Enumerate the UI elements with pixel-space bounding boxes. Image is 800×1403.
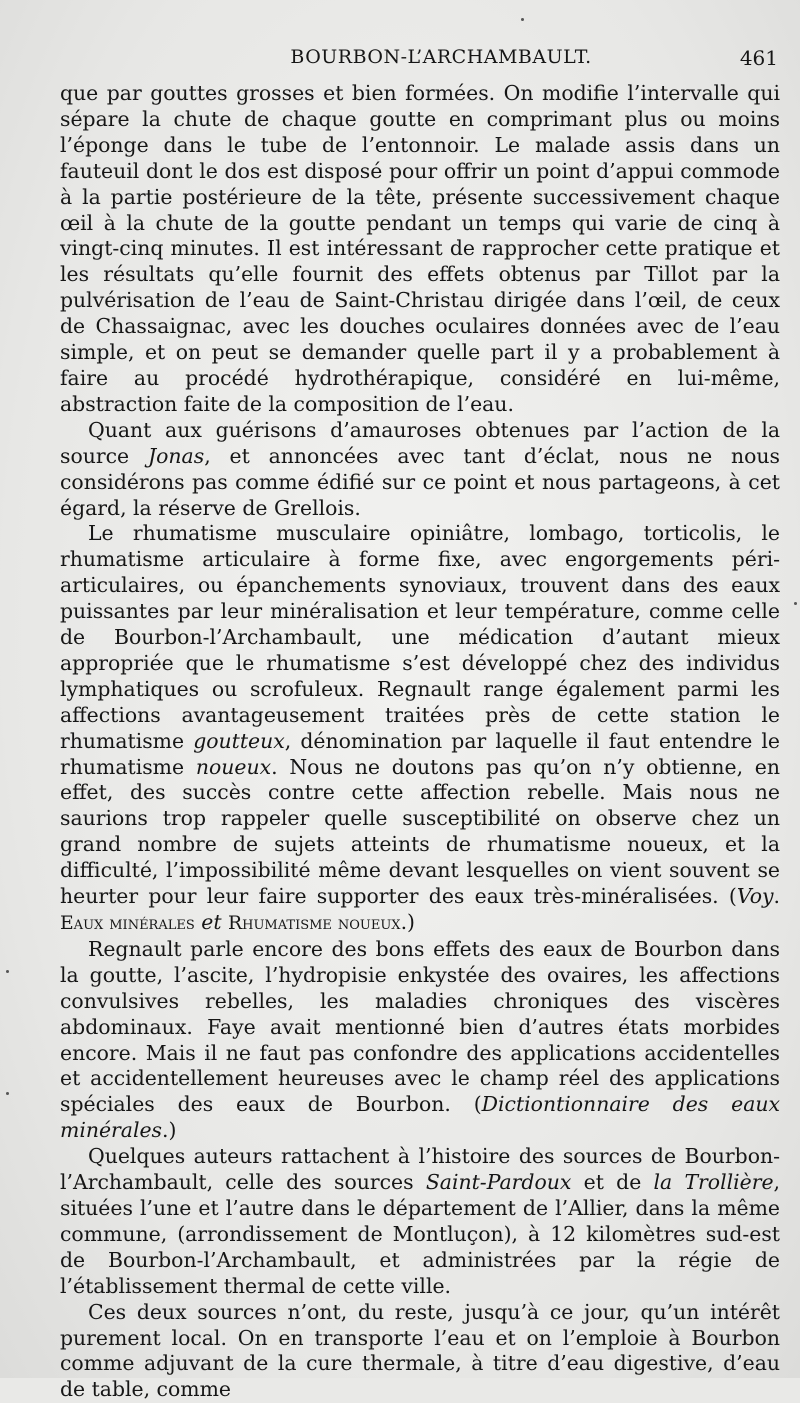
print-speck [6,970,9,973]
text-run: Regnault parle encore des bons effets des eaux de Bourbon dans la goutte, l’ascite, l’hydropisie enkystée des ovaires, les affections convulsives rebelles, les maladies chroniques des viscères abdominaux. Faye avait mentionné bien d’autres états morbides encore. Mais il ne faut pas confondre des applications accidentelles et accidentellement heureuses avec le champ réel des applications spéciales des eaux de Bourbon. ( [60,936,780,1117]
print-speck [6,1092,9,1095]
italic-run: goutteux [193,728,285,753]
print-speck [794,602,797,605]
paragraph-6 [60,1300,780,1403]
page-header [60,44,778,74]
paragraph-4 [60,937,780,1144]
text-run: , dénomination par laquelle il faut entendre le rhumatisme [60,728,780,779]
text-run: Quelques auteurs rattachent à l’histoire des sources de Bourbon-l’Archambault, celle des sources [60,1144,780,1195]
page-number: 461 [739,46,778,70]
paragraph-1-text: que par gouttes grosses et bien formées. On modifie l’intervalle qui sépare la chute de chaque goutte en comprimant plus ou moins l’éponge dans le tube de l’entonnoir. Le malade assis dans un fauteuil dont le dos est disposé pour offrir un point d’appui commode à la partie postérieure de la tête, présente successivement chaque œil à la chute de la goutte pendant un temps qui varie de cinq à vingt-cinq minutes. Il est intéressant de rapprocher cette pratique et les résultats qu’elle fournit des effets obtenus par Tillot par la pulvérisation de l’eau de Saint-Christau dirigée dans l’œil, de ceux de Chassaignac, avec les douches oculaires données avec de l’eau simple, et on peut se demander quelle part il y a probablement à faire au procédé hydrothérapique, considéré en lui-même, abstraction faite de la composition de l’eau. [60,81,780,416]
italic-run: noueux [195,754,272,779]
body-text [60,81,780,1403]
italic-run: la Trollière [653,1170,774,1195]
text-run: .) [162,1118,177,1143]
italic-run: Saint-Pardoux [425,1170,572,1195]
paragraph-3 [60,521,780,937]
small-caps-run: Eaux minérales [60,913,195,934]
italic-run: Voy [736,884,774,909]
text-run: et de [571,1170,654,1195]
text-run: , situées l’une et l’autre dans le département de l’Allier, dans la même commune, (arrondissement de Montluçon), à 12 kilomètres sud-est de Bourbon-l’Archambault, et administrées par la régie de l’établissement thermal de cette ville. [60,1170,780,1298]
italic-run: Jonas [147,443,205,468]
paragraph-2 [60,418,780,522]
text-run: . Nous ne doutons pas qu’on n’y obtienne, en effet, des succès contre cette affection rebelle. Mais nous ne saurions trop rappeler quelle susceptibilité on observe chez un grand nombre de sujets atteints de rhumatisme noueux, et la difficulté, l’impossibilité même devant lesquelles on vient souvent se heurter pour leur faire supporter des eaux très-minéralisées. ( [60,754,780,909]
text-run: Quant aux guérisons d’amauroses obtenues par l’action de la source [60,417,780,468]
text-run: .) [400,910,415,934]
text-run: . [773,884,780,909]
print-speck [521,18,524,21]
text-run: Ces deux sources n’ont, du reste, jusqu’à ce jour, qu’un intérêt purement local. On en transporte l’eau et on l’emploie à Bourbon comme adjuvant de la cure thermale, à titre d’eau digestive, d’eau de table, comme [60,1299,780,1402]
small-caps-run: Rhumatisme noueux [228,913,401,934]
text-run: Le rhumatisme musculaire opiniâtre, lombago, torticolis, le rhumatisme articulaire à forme fixe, avec engorgements péri-articulaires, ou épanchements synoviaux, trouvent dans des eaux puissantes par leur minéralisation et leur température, comme celle de Bourbon-l’Archambault, une médication d’autant mieux appropriée que le rhumatisme s’est développé chez des individus lymphatiques ou scrofuleux. Regnault range également parmi les affections avantageusement traitées près de cette station le rhumatisme [60,521,780,753]
text-run: , et annoncées avec tant d’éclat, nous ne nous considérons pas comme édifié sur ce point et nous partageons, à cet égard, la réserve de Grellois. [60,443,781,520]
paragraph-5 [60,1144,780,1299]
italic-run: et [201,910,222,934]
paragraph-1 [60,81,780,418]
running-title: BOURBON-L’ARCHAMBAULT. [290,46,592,68]
italic-run: Dictiontionnaire des eaux minérales [60,1092,780,1143]
